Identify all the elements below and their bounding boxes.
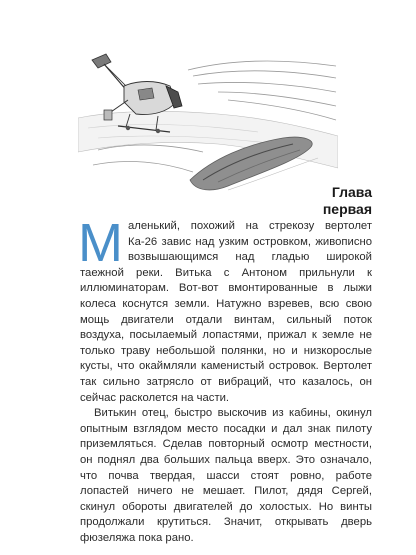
helicopter-illustration xyxy=(78,40,338,202)
drop-cap: М xyxy=(78,213,123,273)
paragraph-2: Витькин отец, быстро выскочив из кабины, окинул опытным взглядом место посадки и дал знак пилоту приземляться. Сделав повторный осмотр местности, он поднял два больших пальца вверх. Это означало, что почва твердая, шасси стоят ровно, работе лопастей ничего не мешает. Пилот, дядя Сергей, скинул обороты двигателей до холостых. Но винты продолжали крутиться. Значит, открывать дверь фюзеляжа пока рано. xyxy=(80,407,372,544)
paragraph-1 xyxy=(78,213,372,406)
chapter-heading-line2: первая xyxy=(322,201,372,217)
chapter-heading-line1: Глава xyxy=(331,184,372,200)
island xyxy=(190,137,318,190)
paragraph-1-text: аленький, похожий на стрекозу вертолет Ка-26 завис над узким островком, живописно возвышающимся над гладью широкой таежной реки. Витька с Антоном прильнули к иллюминаторам. Вот-вот вмонтированные в лыжи колеса коснутся земли. Натужно взревев, всю свою мощь двигатели отдали винтам, сильный поток воздуха, посылаемый лопастями, прижал к земле не только траву небольшой полянки, но и низкорослые кусты, что окаймляли каменистый островок. Вертолет так сильно затрясло от вибраций, что казалось, он сейчас расколется на части. xyxy=(80,220,372,404)
chapter-heading xyxy=(323,184,372,218)
chapter-text xyxy=(78,213,372,546)
